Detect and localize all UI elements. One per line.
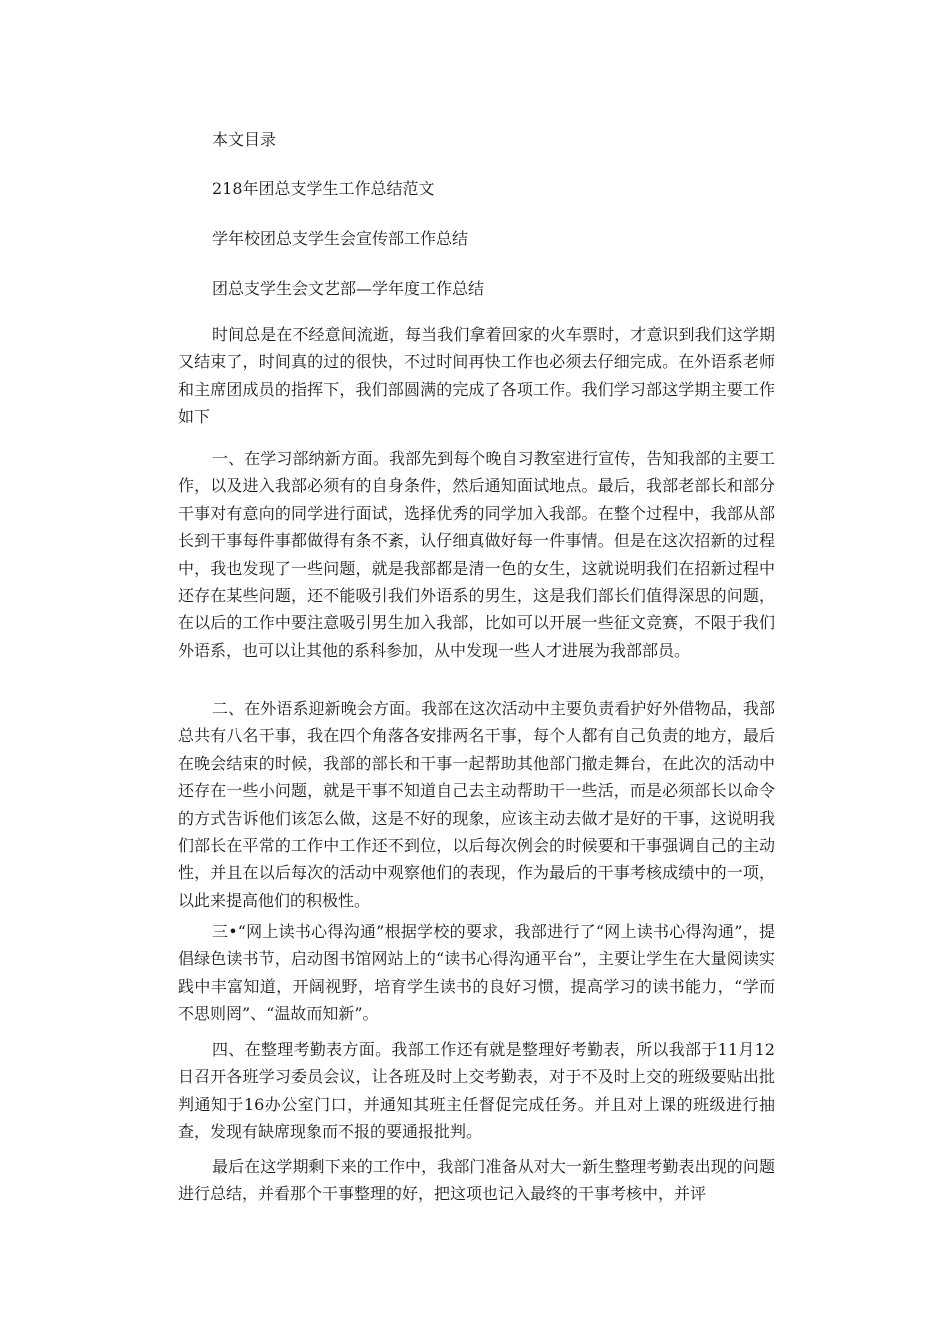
paragraph-conclusion: 最后在这学期剩下来的工作中，我部门准备从对大一新生整理考勤表出现的问题进行总结，并看那个干事整理的好，把这项也记入最终的干事考核中，并评 [178,1157,775,1204]
paragraph-intro: 时间总是在不经意间流逝，每当我们拿着回家的火车票时，才意识到我们这学期又结束了，时间真的过的很快，不过时间再快工作也必须去仔细完成。在外语系老师和主席团成员的指挥下，我们部圆满的完成了各项工作。我们学习部这学期主要工作如下 [178,325,775,427]
toc-item-2: 学年校团总支学生会宣传部工作总结 [212,229,469,248]
toc-heading: 本文目录 [212,130,277,149]
paragraph-welcome-party: 二、在外语系迎新晚会方面。我部在这次活动中主要负责看护好外借物品，我部总共有八名干事，我在四个角落各安排两名干事，每个人都有自己负责的地方，最后在晚会结束的时候，我部的部长和干事一起帮助其他部门撤走舞台，在此次的活动中还存在一些小问题，就是干事不知道自己去主动帮助干一些活，而是必须部长以命令的方式告诉他们该怎么做，这是不好的现象，应该主动去做才是好的干事，这说明我们部长在平常的工作中工作还不到位，以后每次例会的时候要和干事强调自己的主动性，并且在以后每次的活动中观察他们的表现，作为最后的干事考核成绩中的一项，以此来提高他们的积极性。 [178,699,775,910]
toc-item-1: 218年团总支学生工作总结范文 [212,179,435,198]
paragraph-recruitment: 一、在学习部纳新方面。我部先到每个晚自习教室进行宣传，告知我部的主要工作，以及进入我部必须有的自身条件，然后通知面试地点。最后，我部老部长和部分干事对有意向的同学进行面试，选择优秀的同学加入我部。在整个过程中，我部从部长到干事每件事都做得有条不紊，认仔细真做好每一件事情。但是在这次招新的过程中，我也发现了一些问题，就是我部都是清一色的女生，这就说明我们在招新过程中还存在某些问题，还不能吸引我们外语系的男生，这是我们部长们值得深思的问题，在以后的工作中要注意吸引男生加入我部，比如可以开展一些征文竞赛，不限于我们外语系，也可以让其他的系科参加，从中发现一些人才进展为我部部员。 [178,449,775,660]
toc-item-3: 团总支学生会文艺部—学年度工作总结 [212,279,485,298]
paragraph-attendance: 四、在整理考勤表方面。我部工作还有就是整理好考勤表，所以我部于11月12日召开各班学习委员会议，让各班及时上交考勤表，对于不及时上交的班级要贴出批判通知于16办公室门口，并通知其班主任督促完成任务。并且对上课的班级进行抽查，发现有缺席现象而不报的要通报批判。 [178,1040,775,1142]
paragraph-online-reading: 三•“网上读书心得沟通”根据学校的要求，我部进行了“网上读书心得沟通”，提倡绿色读书节，启动图书馆网站上的“读书心得沟通平台”，主要让学生在大量阅读实践中丰富知道，开阔视野，培育学生读书的良好习惯，提高学习的读书能力，“学而不思则罔”、“温故而知新”。 [178,922,775,1024]
